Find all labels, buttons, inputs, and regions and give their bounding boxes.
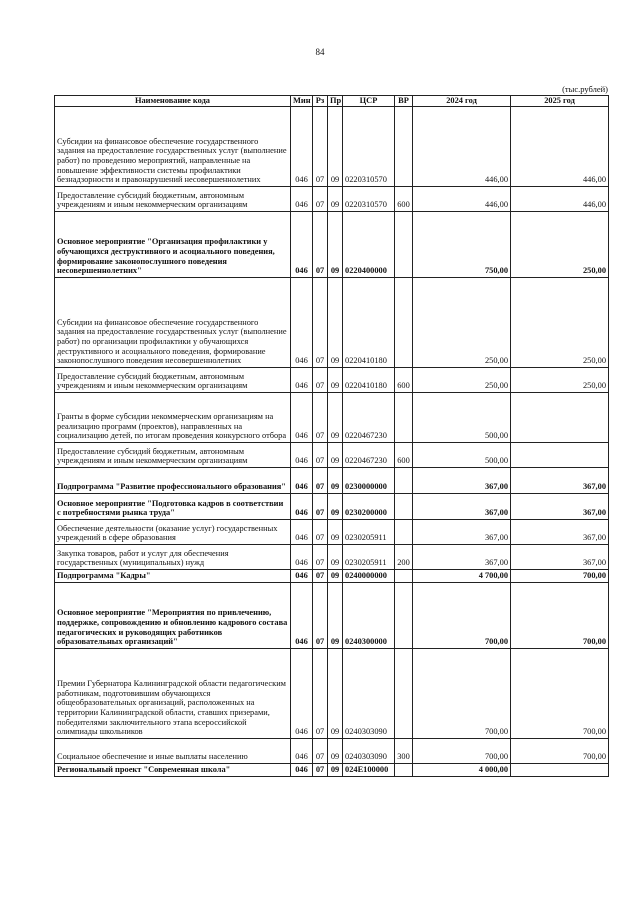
cell-csr: 0230205911 — [343, 545, 395, 570]
cell-2025: 367,00 — [511, 494, 609, 520]
cell-2025 — [511, 764, 609, 777]
cell-2025: 700,00 — [511, 649, 609, 739]
cell-csr: 0230200000 — [343, 494, 395, 520]
cell-csr: 0240303090 — [343, 739, 395, 764]
cell-vr — [395, 649, 413, 739]
header-min: Мин — [291, 96, 313, 107]
header-2025: 2025 год — [511, 96, 609, 107]
table-row — [55, 764, 609, 777]
cell-vr — [395, 583, 413, 649]
cell-2025 — [511, 443, 609, 468]
cell-2024: 367,00 — [413, 545, 511, 570]
cell-rz: 07 — [313, 570, 328, 583]
cell-min: 046 — [291, 494, 313, 520]
cell-rz: 07 — [313, 393, 328, 443]
cell-name: Обеспечение деятельности (оказание услуг) государственных учреждений в сфере образования — [55, 520, 291, 545]
cell-pr: 09 — [328, 278, 343, 368]
cell-2024: 446,00 — [413, 187, 511, 212]
table-row — [55, 107, 609, 187]
cell-min: 046 — [291, 212, 313, 278]
cell-rz: 07 — [313, 764, 328, 777]
header-pr: Пр — [328, 96, 343, 107]
table-row — [55, 520, 609, 545]
table-row — [55, 393, 609, 443]
header-csr: ЦСР — [343, 96, 395, 107]
cell-min: 046 — [291, 570, 313, 583]
cell-min: 046 — [291, 764, 313, 777]
table-header — [55, 96, 609, 107]
cell-vr — [395, 764, 413, 777]
cell-rz: 07 — [313, 278, 328, 368]
cell-2024: 700,00 — [413, 583, 511, 649]
cell-2024: 500,00 — [413, 443, 511, 468]
cell-pr: 09 — [328, 187, 343, 212]
cell-2025: 700,00 — [511, 583, 609, 649]
cell-min: 046 — [291, 368, 313, 393]
table-row — [55, 494, 609, 520]
cell-name: Субсидии на финансовое обеспечение государственного задания на предоставление государственных услуг (выполнение работ) по организации профилактики у обучающихся деструктивного и асоциального поведения, формирование законопослушного поведения несовершеннолетних — [55, 278, 291, 368]
cell-rz: 07 — [313, 212, 328, 278]
cell-name: Предоставление субсидий бюджетным, автономным учреждениям и иным некоммерческим организациям — [55, 443, 291, 468]
cell-min: 046 — [291, 739, 313, 764]
cell-2024: 500,00 — [413, 393, 511, 443]
cell-pr: 09 — [328, 468, 343, 494]
cell-2025: 250,00 — [511, 212, 609, 278]
cell-2025: 446,00 — [511, 187, 609, 212]
cell-csr: 0220310570 — [343, 187, 395, 212]
cell-pr: 09 — [328, 212, 343, 278]
cell-2024: 750,00 — [413, 212, 511, 278]
cell-vr: 600 — [395, 187, 413, 212]
cell-pr: 09 — [328, 764, 343, 777]
cell-vr: 600 — [395, 443, 413, 468]
cell-pr: 09 — [328, 583, 343, 649]
table-row — [55, 583, 609, 649]
cell-vr: 300 — [395, 739, 413, 764]
cell-name: Подпрограмма "Развитие профессионального образования" — [55, 468, 291, 494]
cell-csr: 0220410180 — [343, 368, 395, 393]
cell-min: 046 — [291, 520, 313, 545]
cell-pr: 09 — [328, 570, 343, 583]
cell-2024: 367,00 — [413, 494, 511, 520]
cell-csr: 024E100000 — [343, 764, 395, 777]
cell-2024: 446,00 — [413, 107, 511, 187]
cell-rz: 07 — [313, 468, 328, 494]
cell-rz: 07 — [313, 494, 328, 520]
cell-2025 — [511, 393, 609, 443]
cell-min: 046 — [291, 187, 313, 212]
cell-csr: 0230205911 — [343, 520, 395, 545]
cell-csr: 0240300000 — [343, 583, 395, 649]
cell-rz: 07 — [313, 739, 328, 764]
cell-pr: 09 — [328, 520, 343, 545]
cell-2025: 250,00 — [511, 368, 609, 393]
budget-table — [54, 95, 609, 777]
table-row — [55, 468, 609, 494]
cell-vr — [395, 393, 413, 443]
table-row — [55, 739, 609, 764]
cell-2025: 367,00 — [511, 545, 609, 570]
cell-name: Премии Губернатора Калининградской области педагогическим работникам, подготовившим обучающихся общеобразовательных организаций, расположенных на территории Калининградской области, ставших призерами, победителями заключительного этапа всероссийской олимпиады школьников — [55, 649, 291, 739]
header-name: Наименование кода — [55, 96, 291, 107]
cell-2024: 250,00 — [413, 278, 511, 368]
cell-name: Закупка товаров, работ и услуг для обеспечения государственных (муниципальных) нужд — [55, 545, 291, 570]
table-row — [55, 368, 609, 393]
table-row — [55, 545, 609, 570]
table-row — [55, 187, 609, 212]
header-rz: Рз — [313, 96, 328, 107]
table-row — [55, 570, 609, 583]
cell-vr — [395, 107, 413, 187]
cell-pr: 09 — [328, 443, 343, 468]
cell-csr: 0220467230 — [343, 393, 395, 443]
cell-pr: 09 — [328, 494, 343, 520]
units-note: (тыс.рублей) — [562, 84, 608, 94]
cell-vr — [395, 278, 413, 368]
header-vr: ВР — [395, 96, 413, 107]
cell-csr: 0220410180 — [343, 278, 395, 368]
cell-min: 046 — [291, 583, 313, 649]
cell-pr: 09 — [328, 368, 343, 393]
cell-vr: 600 — [395, 368, 413, 393]
header-2024: 2024 год — [413, 96, 511, 107]
cell-vr — [395, 468, 413, 494]
cell-2024: 700,00 — [413, 649, 511, 739]
cell-rz: 07 — [313, 187, 328, 212]
cell-rz: 07 — [313, 520, 328, 545]
cell-rz: 07 — [313, 545, 328, 570]
header-row — [55, 96, 609, 107]
cell-2024: 367,00 — [413, 520, 511, 545]
cell-2025: 700,00 — [511, 739, 609, 764]
cell-csr: 0230000000 — [343, 468, 395, 494]
cell-min: 046 — [291, 443, 313, 468]
cell-vr: 200 — [395, 545, 413, 570]
cell-vr — [395, 494, 413, 520]
cell-csr: 0220310570 — [343, 107, 395, 187]
cell-rz: 07 — [313, 368, 328, 393]
cell-name: Основное мероприятие "Подготовка кадров в соответствии с потребностями рынка труда" — [55, 494, 291, 520]
cell-2024: 4 700,00 — [413, 570, 511, 583]
table-row — [55, 278, 609, 368]
table-row — [55, 649, 609, 739]
cell-name: Основное мероприятие "Мероприятия по привлечению, поддержке, сопровождению и обновлению кадрового состава педагогических и руководящих работников образовательных организаций" — [55, 583, 291, 649]
cell-vr — [395, 570, 413, 583]
table-row — [55, 443, 609, 468]
cell-name: Региональный проект "Современная школа" — [55, 764, 291, 777]
cell-name: Гранты в форме субсидии некоммерческим организациям на реализацию программ (проектов), направленных на социализацию детей, по итогам проведения конкурсного отбора — [55, 393, 291, 443]
cell-name: Предоставление субсидий бюджетным, автономным учреждениям и иным некоммерческим организациям — [55, 187, 291, 212]
cell-name: Субсидии на финансовое обеспечение государственного задания на предоставление государственных услуг (выполнение работ) по проведению мероприятий, направленные на повышение эффективности системы профилактики безнадзорности и правонарушений несовершеннолетних — [55, 107, 291, 187]
cell-pr: 09 — [328, 649, 343, 739]
cell-csr: 0240000000 — [343, 570, 395, 583]
cell-name: Основное мероприятие "Организация профилактики у обучающихся деструктивного и асоциального поведения, формирование законопослушного поведения несовершеннолетних" — [55, 212, 291, 278]
page-number: 84 — [315, 47, 325, 57]
cell-rz: 07 — [313, 583, 328, 649]
cell-rz: 07 — [313, 107, 328, 187]
cell-2025: 367,00 — [511, 520, 609, 545]
cell-2025: 700,00 — [511, 570, 609, 583]
cell-2024: 250,00 — [413, 368, 511, 393]
cell-min: 046 — [291, 468, 313, 494]
cell-pr: 09 — [328, 393, 343, 443]
cell-min: 046 — [291, 393, 313, 443]
cell-rz: 07 — [313, 443, 328, 468]
cell-name: Подпрограмма "Кадры" — [55, 570, 291, 583]
cell-csr: 0220467230 — [343, 443, 395, 468]
cell-rz: 07 — [313, 649, 328, 739]
cell-min: 046 — [291, 649, 313, 739]
cell-min: 046 — [291, 545, 313, 570]
cell-min: 046 — [291, 107, 313, 187]
cell-2025: 367,00 — [511, 468, 609, 494]
cell-2024: 367,00 — [413, 468, 511, 494]
cell-pr: 09 — [328, 107, 343, 187]
table-body — [55, 107, 609, 777]
cell-csr: 0240303090 — [343, 649, 395, 739]
cell-pr: 09 — [328, 739, 343, 764]
cell-vr — [395, 212, 413, 278]
cell-2025: 250,00 — [511, 278, 609, 368]
cell-2024: 4 000,00 — [413, 764, 511, 777]
cell-vr — [395, 520, 413, 545]
cell-name: Социальное обеспечение и иные выплаты населению — [55, 739, 291, 764]
cell-2025: 446,00 — [511, 107, 609, 187]
cell-2024: 700,00 — [413, 739, 511, 764]
table-row — [55, 212, 609, 278]
cell-name: Предоставление субсидий бюджетным, автономным учреждениям и иным некоммерческим организациям — [55, 368, 291, 393]
cell-pr: 09 — [328, 545, 343, 570]
cell-min: 046 — [291, 278, 313, 368]
cell-csr: 0220400000 — [343, 212, 395, 278]
